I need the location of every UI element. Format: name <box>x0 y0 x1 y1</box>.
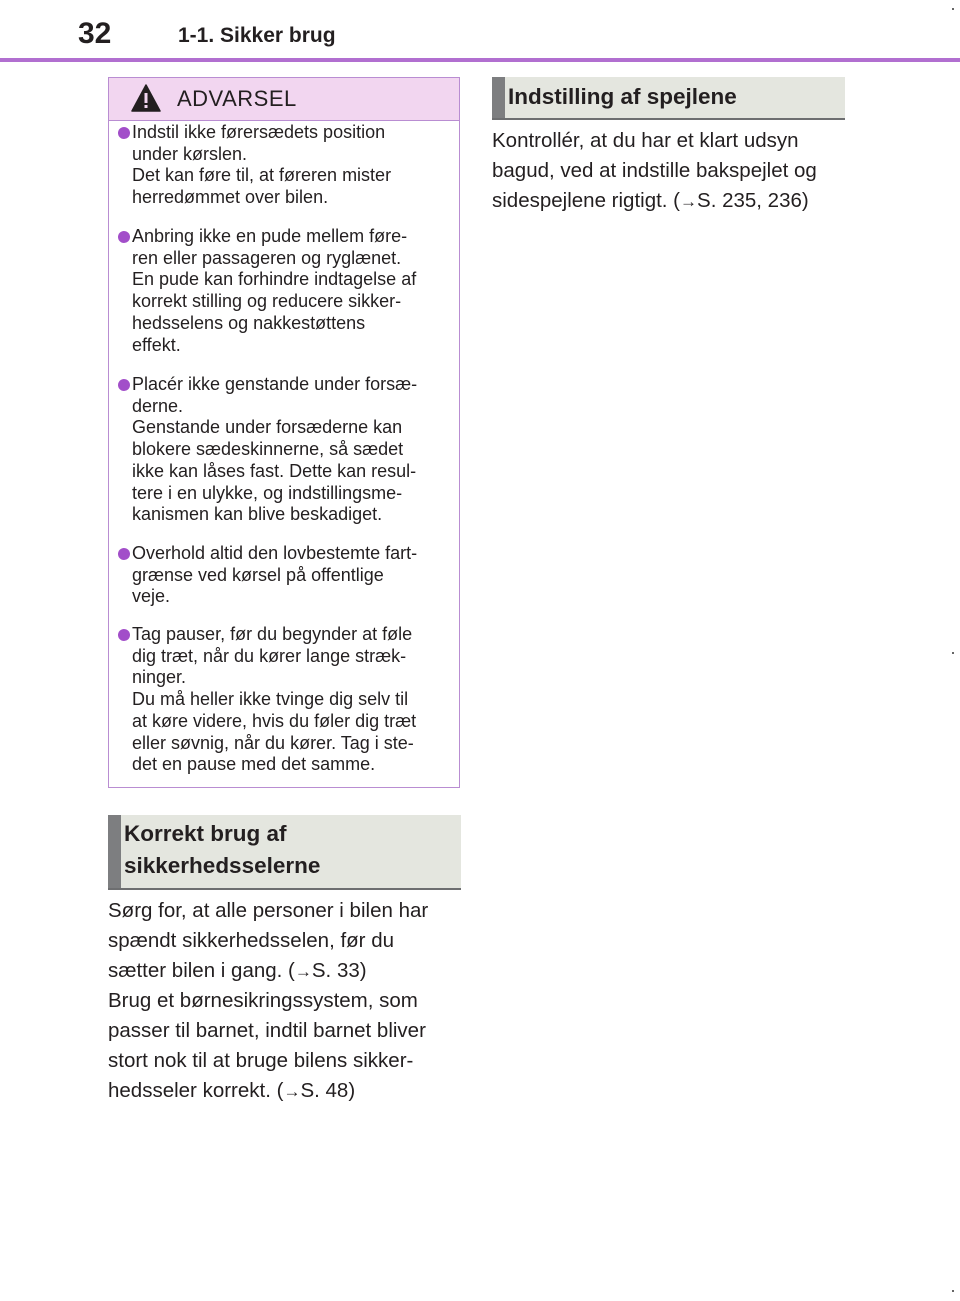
mirror-heading: Indstilling af spejlene <box>508 84 737 109</box>
warning-item-text: Overhold altid den lovbestemte fart- grænse ved kørsel på offentlige veje. <box>132 543 418 607</box>
seatbelt-ref-2: S. 48) <box>300 1078 356 1102</box>
header-rule <box>0 58 960 62</box>
arrow-right-icon: → <box>294 961 312 981</box>
seatbelt-heading: Korrekt brug af sikkerhedsselerne <box>124 821 321 878</box>
crop-mark <box>952 652 954 654</box>
mirror-paragraph <box>492 126 852 216</box>
page-header <box>0 0 960 62</box>
seatbelt-text-2: Brug et børnesikringssystem, som passer til barnet, indtil barnet bliver stort nok til at bruge bilens sikker- hedsseler korrekt. ( <box>108 989 426 1102</box>
seatbelt-text-1: Sørg for, at alle personer i bilen har spændt sikkerhedsselen, før du sætter bilen i gang. ( <box>108 899 429 982</box>
seatbelt-paragraph <box>108 896 468 1107</box>
bullet-icon <box>118 231 130 243</box>
seatbelt-heading-box <box>108 815 461 890</box>
warning-item-text: Placér ikke genstande under forsæ- derne. Genstande under forsæderne kan blokere sædeskinnerne, så sædet ikke kan låses fast. Dette kan resul- tere i en ulykke, og indstillingsme- kanismen kan blive beskadiget. <box>132 374 418 525</box>
warning-item <box>118 122 448 209</box>
seatbelt-ref-1: S. 33) <box>311 958 367 982</box>
page-number: 32 <box>78 17 112 50</box>
bullet-icon <box>118 629 130 641</box>
warning-item-text: Indstil ikke førersædets position under kørslen. Det kan føre til, at føreren mister herredømmet over bilen. <box>132 122 392 208</box>
warning-item <box>118 543 448 608</box>
warning-title: ADVARSEL <box>177 86 297 111</box>
bullet-icon <box>118 379 130 391</box>
warning-item-text: Anbring ikke en pude mellem føre- ren eller passageren og ryglænet. En pude kan forhindre indtagelse af korrekt stilling og reducere sikker- hedsselens og nakkestøttens effekt. <box>132 226 417 355</box>
heading-bar <box>492 77 505 118</box>
crop-mark <box>952 1290 954 1292</box>
mirror-text: Kontrollér, at du har et klart udsyn bagud, ved at indstille bakspejlet og sidespejlene rigtigt. ( <box>492 129 817 212</box>
warning-item <box>118 624 448 776</box>
mirror-ref: S. 235, 236) <box>697 188 809 212</box>
crop-mark <box>952 8 954 10</box>
bullet-icon <box>118 548 130 560</box>
warning-item-text: Tag pauser, før du begynder at føle dig træt, når du kører lange stræk- ninger. Du må heller ikke tvinge dig selv til at køre videre, hvis du føler dig træt eller søvnig, når du kører. Tag i ste- det en pause med det samme. <box>132 624 417 775</box>
arrow-right-icon: → <box>283 1081 301 1101</box>
warning-item <box>118 374 448 526</box>
warning-triangle-icon <box>131 84 161 112</box>
arrow-right-icon: → <box>680 191 698 211</box>
bullet-icon <box>118 127 130 139</box>
warning-item <box>118 226 448 356</box>
section-title: 1-1. Sikker brug <box>178 24 336 47</box>
warning-header <box>109 78 459 121</box>
heading-bar <box>108 815 121 888</box>
mirror-heading-box <box>492 77 845 120</box>
